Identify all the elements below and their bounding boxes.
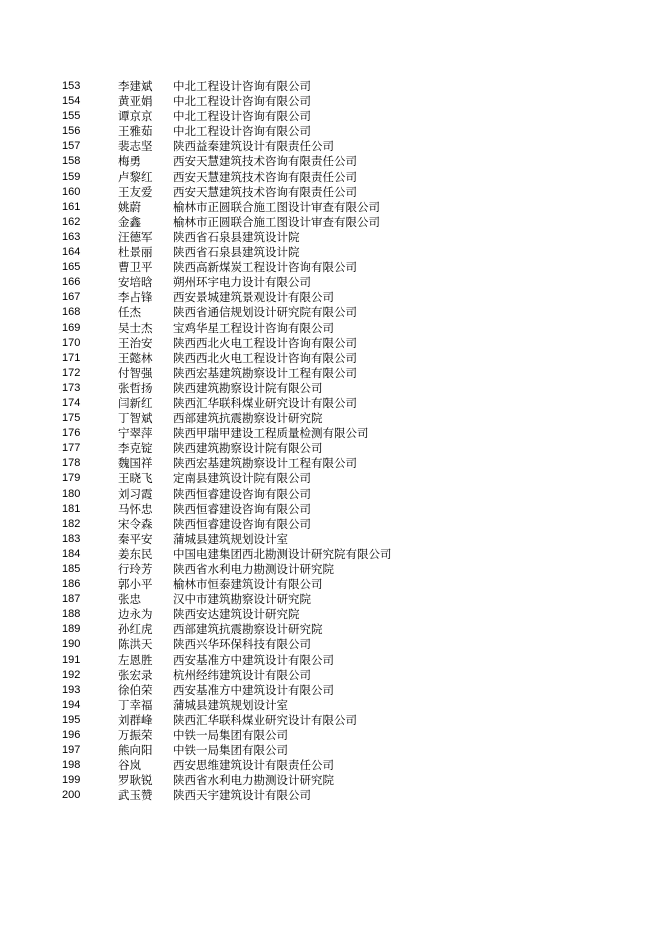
row-number: 173 [62, 381, 81, 394]
organization-name: 陕西建筑勘察设计院有限公司 [173, 380, 323, 395]
organization-name: 西安基准方中建筑设计有限公司 [173, 682, 334, 697]
list-row [0, 170, 662, 185]
person-name: 熊向阳 [118, 743, 153, 758]
person-name: 武玉赞 [118, 788, 153, 803]
row-number: 158 [62, 155, 81, 168]
list-row [0, 637, 662, 652]
organization-name: 中北工程设计咨询有限公司 [173, 109, 311, 124]
list-row [0, 653, 662, 668]
person-name: 姚蔚 [118, 199, 141, 214]
person-name: 万振荣 [118, 728, 153, 743]
row-number: 177 [62, 442, 81, 455]
row-number: 178 [62, 457, 81, 470]
list-row [0, 200, 662, 215]
row-number: 193 [62, 683, 81, 696]
list-row [0, 305, 662, 320]
organization-name: 蒲城县建筑规划设计室 [173, 697, 288, 712]
list-row [0, 502, 662, 517]
person-name: 张哲扬 [118, 380, 153, 395]
row-number: 198 [62, 759, 81, 772]
person-name: 孙红虎 [118, 622, 153, 637]
row-number: 194 [62, 698, 81, 711]
organization-name: 宝鸡华星工程设计咨询有限公司 [173, 320, 334, 335]
row-number: 189 [62, 623, 81, 636]
person-name: 金鑫 [118, 214, 141, 229]
list-row [0, 154, 662, 169]
row-number: 157 [62, 140, 81, 153]
organization-name: 陕西兴华环保科技有限公司 [173, 637, 311, 652]
row-number: 163 [62, 230, 81, 243]
organization-name: 西安景城建筑景观设计有限公司 [173, 290, 334, 305]
organization-name: 陕西省通信规划设计研究院有限公司 [173, 305, 357, 320]
row-number: 180 [62, 487, 81, 500]
list-row [0, 532, 662, 547]
person-name: 左恩胜 [118, 652, 153, 667]
organization-name: 榆林市正圆联合施工图设计审查有限公司 [173, 199, 380, 214]
list-row [0, 411, 662, 426]
person-name: 汪德军 [118, 229, 153, 244]
list-row [0, 592, 662, 607]
person-name: 李建斌 [118, 79, 153, 93]
row-number: 195 [62, 713, 81, 726]
person-name: 吴士杰 [118, 320, 153, 335]
organization-name: 西部建筑抗震勘察设计研究院 [173, 622, 323, 637]
person-name: 丁幸福 [118, 697, 153, 712]
list-row [0, 426, 662, 441]
organization-name: 陕西省石泉县建筑设计院 [173, 229, 300, 244]
row-number: 185 [62, 563, 81, 575]
row-number: 183 [62, 532, 81, 545]
person-name: 刘群峰 [118, 712, 153, 727]
list-row [0, 396, 662, 411]
person-name: 李克锭 [118, 441, 153, 456]
organization-name: 陕西西北火电工程设计咨询有限公司 [173, 350, 357, 365]
list-row [0, 381, 662, 396]
list-row [0, 275, 662, 290]
row-number: 172 [62, 366, 81, 379]
person-name: 张忠 [118, 592, 141, 607]
row-number: 164 [62, 246, 81, 259]
person-name: 曹卫平 [118, 260, 153, 275]
organization-name: 西安基准方中建筑设计有限公司 [173, 652, 334, 667]
organization-name: 陕西恒睿建设咨询有限公司 [173, 516, 311, 531]
person-name: 郭小平 [118, 577, 153, 592]
organization-name: 蒲城县建筑规划设计室 [173, 531, 288, 546]
row-number: 179 [62, 472, 81, 485]
list-row [0, 230, 662, 245]
list-row [0, 139, 662, 154]
organization-name: 榆林市正圆联合施工图设计审查有限公司 [173, 214, 380, 229]
list-row [0, 668, 662, 683]
organization-name: 陕西汇华联科煤业研究设计有限公司 [173, 395, 357, 410]
organization-name: 中北工程设计咨询有限公司 [173, 79, 311, 93]
list-row [0, 109, 662, 124]
person-name: 王懿林 [118, 350, 153, 365]
row-number: 191 [62, 653, 81, 666]
organization-name: 中铁一局集团有限公司 [173, 728, 288, 743]
list-row [0, 562, 662, 577]
list-row [0, 758, 662, 773]
list-row [0, 366, 662, 381]
person-name: 黄亚娟 [118, 94, 153, 109]
person-name: 姜东民 [118, 546, 153, 561]
row-number: 181 [62, 502, 81, 515]
person-name: 谷岚 [118, 758, 141, 773]
list-row [0, 487, 662, 502]
organization-name: 陕西省石泉县建筑设计院 [173, 245, 300, 260]
organization-name: 榆林市恒泰建筑设计有限公司 [173, 577, 323, 592]
row-number: 165 [62, 261, 81, 274]
organization-name: 杭州经纬建筑设计有限公司 [173, 667, 311, 682]
organization-name: 汉中市建筑勘察设计研究院 [173, 592, 311, 607]
person-name: 罗耿锐 [118, 773, 153, 788]
person-name: 秦平安 [118, 531, 153, 546]
organization-name: 中北工程设计咨询有限公司 [173, 124, 311, 139]
row-number: 171 [62, 351, 81, 364]
organization-name: 中铁一局集团有限公司 [173, 743, 288, 758]
organization-name: 西安天慧建筑技术咨询有限责任公司 [173, 154, 357, 169]
row-number: 161 [62, 200, 81, 213]
list-row [0, 788, 662, 803]
list-row [0, 743, 662, 758]
row-number: 200 [62, 789, 81, 802]
row-number: 196 [62, 729, 81, 742]
organization-name: 中国电建集团西北勘测设计研究院有限公司 [173, 546, 392, 561]
list-row [0, 215, 662, 230]
person-name: 李占锋 [118, 290, 153, 305]
organization-name: 朔州环宇电力设计有限公司 [173, 275, 311, 290]
organization-name: 陕西恒睿建设咨询有限公司 [173, 486, 311, 501]
row-number: 154 [62, 95, 81, 108]
list-row [0, 456, 662, 471]
personnel-list [0, 79, 662, 804]
organization-name: 陕西甲瑞甲建设工程质量检测有限公司 [173, 426, 369, 441]
organization-name: 定南县建筑设计院有限公司 [173, 471, 311, 486]
organization-name: 中北工程设计咨询有限公司 [173, 94, 311, 109]
organization-name: 西安天慧建筑技术咨询有限责任公司 [173, 184, 357, 199]
list-row [0, 336, 662, 351]
list-row [0, 713, 662, 728]
row-number: 160 [62, 185, 81, 198]
row-number: 190 [62, 638, 81, 651]
person-name: 王治安 [118, 335, 153, 350]
list-row [0, 321, 662, 336]
row-number: 170 [62, 336, 81, 349]
person-name: 裴志坚 [118, 139, 153, 154]
organization-name: 陕西天宇建筑设计有限公司 [173, 788, 311, 803]
organization-name: 陕西汇华联科煤业研究设计有限公司 [173, 712, 357, 727]
person-name: 梅勇 [118, 154, 141, 169]
row-number: 176 [62, 427, 81, 440]
row-number: 162 [62, 215, 81, 228]
person-name: 安培晗 [118, 275, 153, 290]
row-number: 188 [62, 608, 81, 621]
list-row [0, 471, 662, 486]
row-number: 197 [62, 744, 81, 757]
list-row [0, 683, 662, 698]
list-row [0, 351, 662, 366]
person-name: 王晓飞 [118, 471, 153, 486]
row-number: 155 [62, 110, 81, 123]
row-number: 174 [62, 396, 81, 409]
list-row [0, 124, 662, 139]
organization-name: 陕西益秦建筑设计有限责任公司 [173, 139, 334, 154]
list-row [0, 622, 662, 637]
row-number: 156 [62, 125, 81, 138]
organization-name: 陕西高新煤炭工程设计咨询有限公司 [173, 260, 357, 275]
list-row [0, 79, 662, 94]
row-number: 169 [62, 321, 81, 334]
row-number: 186 [62, 578, 81, 591]
list-row [0, 185, 662, 200]
list-row [0, 728, 662, 743]
row-number: 159 [62, 170, 81, 183]
list-row [0, 517, 662, 532]
row-number: 184 [62, 547, 81, 560]
person-name: 闫新红 [118, 395, 153, 410]
person-name: 卢黎红 [118, 169, 153, 184]
list-row [0, 94, 662, 109]
person-name: 徐伯荣 [118, 682, 153, 697]
person-name: 刘习霞 [118, 486, 153, 501]
list-row [0, 441, 662, 456]
person-name: 马怀忠 [118, 501, 153, 516]
list-row [0, 607, 662, 622]
person-name: 任杰 [118, 305, 141, 320]
organization-name: 陕西建筑勘察设计院有限公司 [173, 441, 323, 456]
list-row [0, 577, 662, 592]
row-number: 192 [62, 668, 81, 681]
person-name: 魏国祥 [118, 456, 153, 471]
person-name: 陈洪天 [118, 637, 153, 652]
organization-name: 陕西恒睿建设咨询有限公司 [173, 501, 311, 516]
organization-name: 陕西宏基建筑勘察设计工程有限公司 [173, 365, 357, 380]
person-name: 行玲芳 [118, 562, 153, 576]
person-name: 丁智斌 [118, 411, 153, 426]
person-name: 王雅茹 [118, 124, 153, 139]
list-row [0, 245, 662, 260]
organization-name: 陕西省水利电力勘测设计研究院 [173, 562, 334, 576]
row-number: 153 [62, 80, 81, 92]
organization-name: 陕西省水利电力勘测设计研究院 [173, 773, 334, 788]
organization-name: 西部建筑抗震勘察设计研究院 [173, 411, 323, 426]
list-row [0, 698, 662, 713]
person-name: 宁翠萍 [118, 426, 153, 441]
list-row [0, 773, 662, 788]
person-name: 边永为 [118, 607, 153, 622]
row-number: 168 [62, 306, 81, 319]
organization-name: 陕西西北火电工程设计咨询有限公司 [173, 335, 357, 350]
person-name: 王友爱 [118, 184, 153, 199]
row-number: 166 [62, 276, 81, 289]
organization-name: 西安思维建筑设计有限责任公司 [173, 758, 334, 773]
person-name: 宋令森 [118, 516, 153, 531]
list-row [0, 547, 662, 562]
row-number: 175 [62, 412, 81, 425]
person-name: 付智强 [118, 365, 153, 380]
person-name: 杜景丽 [118, 245, 153, 260]
list-row [0, 290, 662, 305]
row-number: 182 [62, 517, 81, 530]
person-name: 谭京京 [118, 109, 153, 124]
organization-name: 陕西宏基建筑勘察设计工程有限公司 [173, 456, 357, 471]
person-name: 张宏录 [118, 667, 153, 682]
row-number: 167 [62, 291, 81, 304]
row-number: 199 [62, 774, 81, 787]
list-row [0, 260, 662, 275]
organization-name: 陕西安达建筑设计研究院 [173, 607, 300, 622]
row-number: 187 [62, 593, 81, 606]
organization-name: 西安天慧建筑技术咨询有限责任公司 [173, 169, 357, 184]
